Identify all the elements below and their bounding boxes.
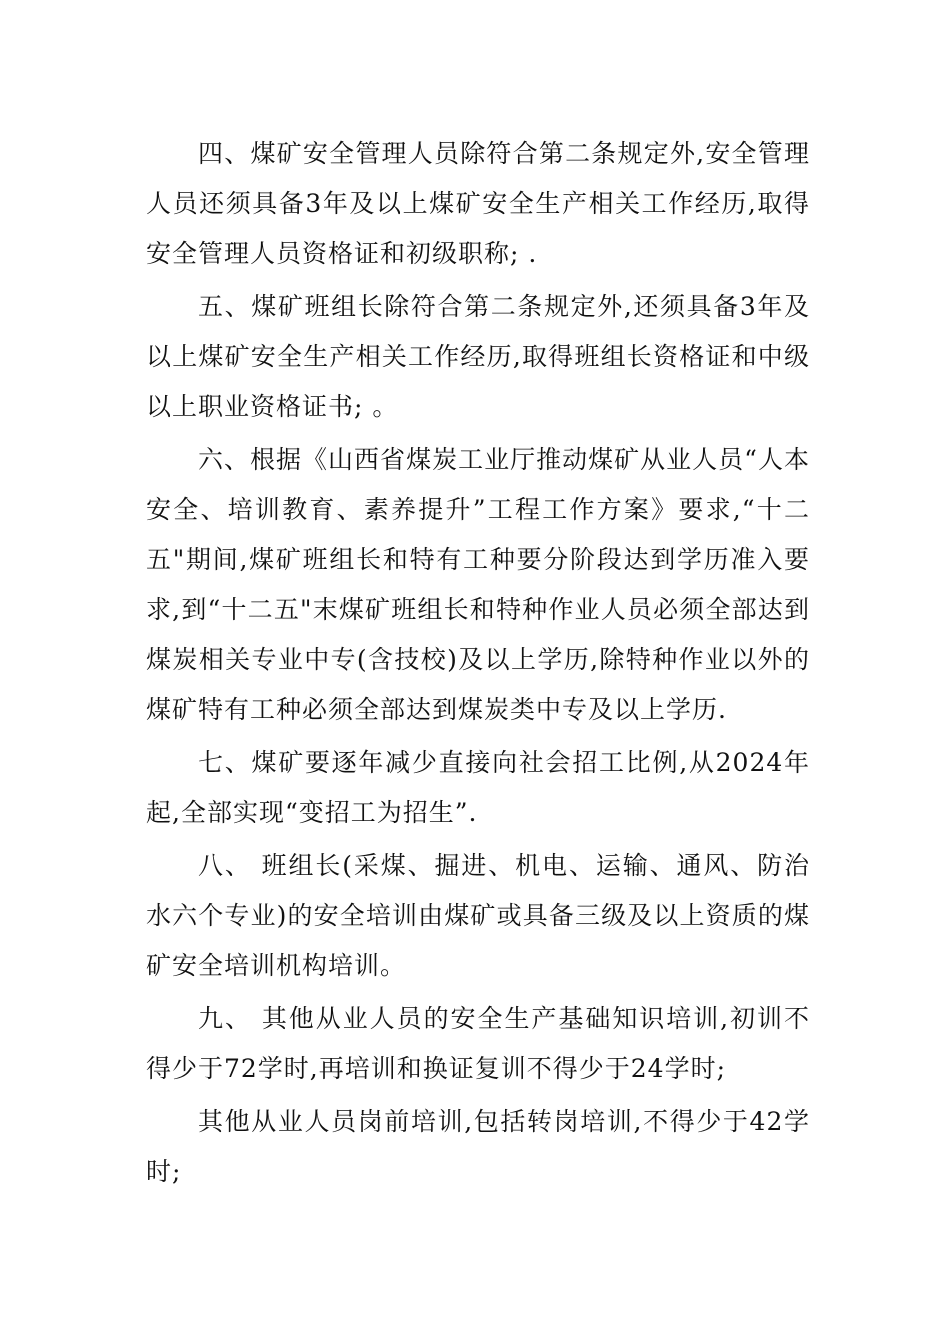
document-body xyxy=(146,129,810,1200)
paragraph-item-6: 六、根据《山西省煤炭工业厅推动煤矿从业人员“人本安全、培训教育、素养提升”工程工作方案》要求,“十二五"期间,煤矿班组长和特有工种要分阶段达到学历准入要求,到“十二五"末煤矿班组长和特种作业人员必须全部达到煤炭相关专业中专(含技校)及以上学历,除特种作业以外的煤矿特有工种必须全部达到煤炭类中专及以上学历. xyxy=(146,445,810,724)
paragraph-item-8: 八、 班组长(采煤、掘进、机电、运输、通风、防治水六个专业)的安全培训由煤矿或具备三级及以上资质的煤矿安全培训机构培训。 xyxy=(146,851,810,980)
paragraph-item-4: 四、煤矿安全管理人员除符合第二条规定外,安全管理人员还须具备3年及以上煤矿安全生产相关工作经历,取得安全管理人员资格证和初级职称; . xyxy=(146,139,810,268)
paragraph-item-9: 九、 其他从业人员的安全生产基础知识培训,初训不得少于72学时,再培训和换证复训不得少于24学时; xyxy=(146,1004,810,1083)
paragraph-pre-job-training: 其他从业人员岗前培训,包括转岗培训,不得少于42学时; xyxy=(146,1107,810,1186)
paragraph-item-7: 七、煤矿要逐年减少直接向社会招工比例,从2024年起,全部实现“变招工为招生”. xyxy=(146,748,810,827)
paragraph-item-5: 五、煤矿班组长除符合第二条规定外,还须具备3年及以上煤矿安全生产相关工作经历,取得班组长资格证和中级以上职业资格证书; 。 xyxy=(146,292,810,421)
